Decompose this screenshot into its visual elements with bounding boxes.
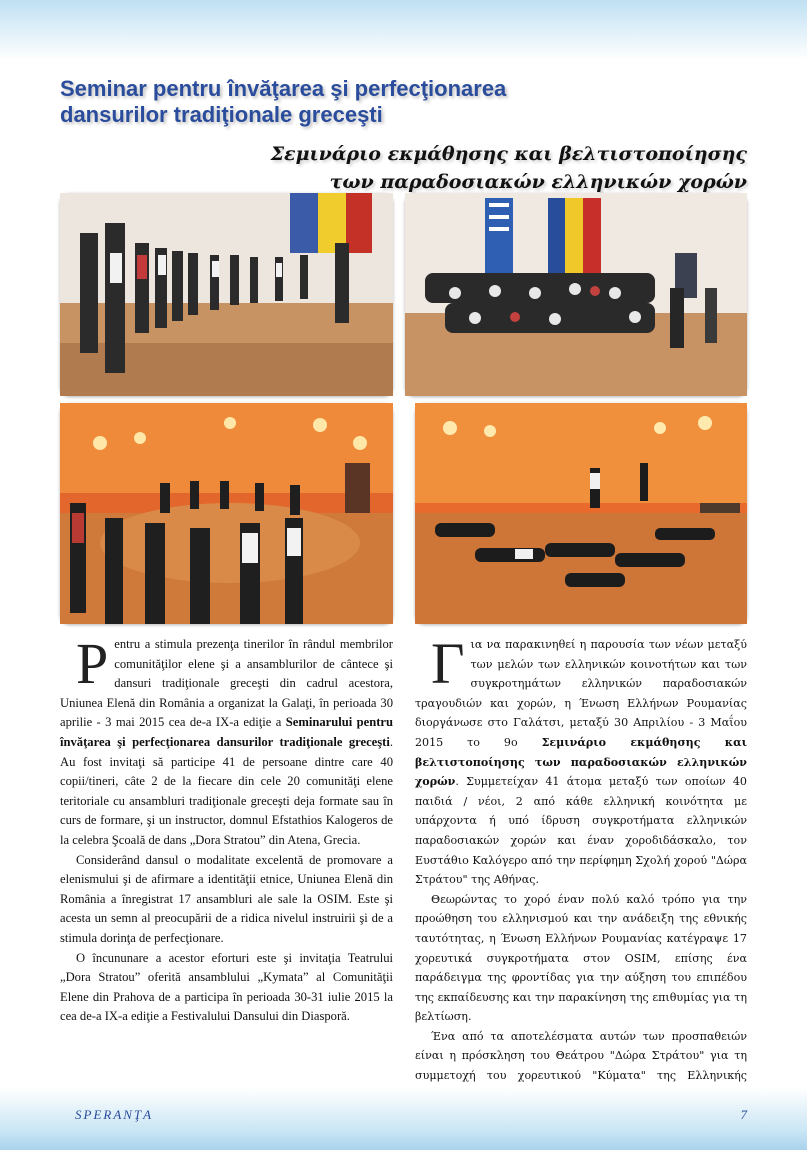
paragraph-gr-2: Θεωρώντας το χορό έναν πολύ καλό τρόπο για την προώθηση του ελληνισμού και την ανάδειξη της εθνικής ταυτότητας, η Ένωση Ελλήνων Ρουμανίας κατέγραψε 17 χορευτικά συγκροτήματα στον OSIM, επίσης ένα παράδειγμα της φροντίδας για την αύξηση του επιπέδου της εκπαίδευσης και την παρακίνηση της επιθυμίας για τη βελτίωση.	[415, 892, 747, 1024]
title-romanian	[60, 76, 620, 128]
paragraph-ro-2: Considerând dansul o modalitate excelentă de promovare a elenismului şi de afirmare a identităţii etnice, Uniunea Elenă din România a înregistrat 17 ansambluri ale sale la OSIM. Este şi acesta un semn al preocupării de a ridica nivelul instruirii şi de a stimula dorinţa de perfecţionare.	[60, 852, 393, 945]
title-ro-line-1: Seminar pentru învăţarea şi perfecţionarea	[60, 76, 507, 101]
paragraph-ro-3: O încununare a acestor eforturi este şi invitaţia Teatrului „Dora Stratou” oferită ansamblului „Kymata” al Comunităţii Elene din Prahova de a participa în perioada 30-31 iulie 2015 la cea de-a IX-a ediţie a Festivalului Dansului din Diasporă.	[60, 950, 393, 1024]
dropcap-gr: Γ	[431, 631, 465, 696]
dropcap-ro: P	[76, 631, 109, 696]
paragraph-gr-3: Ένα από τα αποτελέσματα αυτών των προσπαθειών είναι η πρόσκληση του Θεάτρου "Δώρα Στράτου" για τη συμμετοχή του χορευτικού "Κύματα" της Ελληνικής	[415, 1029, 747, 1083]
paragraph-gr-1: ια να παρακινηθεί η παρουσία των νέων μεταξύ των μελών των ελληνικών κοινοτήτων και των συγκροτημάτων ελληνικών παραδοσιακών τραγουδιών και χορών, η Ένωση Ελλήνων Ρουμανίας διοργάνωσε στο Γαλάτσι, μεταξύ 30 Απριλίου - 3 Μαΐου 2015 το 9ο Σεμινάριο εκμάθησης και βελτιστοποίησης των παραδοσιακών ελληνικών χορών. Συμμετείχαν 41 άτομα μεταξύ των οποίων 40 παιδιά / νέοι, 2 από κάθε ελληνική κοινότητα με υπάρχοντα ή υπό ίδρυση συγκροτήματα ελληνικών παραδοσιακών χορών και έναν χοροδιδάσκαλο, τον Ευστάθιο Καλόγερο από την περίφημη Σχολή χορού "Δώρα Στράτου" της Αθήνας.	[415, 638, 747, 887]
title-gr-line-1: Σεμινάριο εκμάθησης και βελτιστοποίησης	[270, 143, 747, 165]
article-romanian	[60, 631, 393, 1095]
title-ro-line-2: dansurilor tradiţionale greceşti	[60, 102, 383, 127]
page-number: 7	[740, 1107, 747, 1122]
top-gradient-band	[0, 0, 807, 60]
paragraph-ro-1: entru a stimula prezenţa tinerilor în rândul membrilor comunităţilor elene şi a ansamblurilor de cântece şi dansuri tradiţionale greceşti din cadrul acestora, Uniunea Elenă din România a organizat la Galaţi, în perioada 30 aprilie - 3 mai 2015 cea de-a IX-a ediţie a Seminarului pentru învăţarea şi perfecţionarea dansurilor tradiţionale greceşti. Au fost invitaţi să participe 41 de persoane dintre care 40 copii/tineri, câte 2 de la fiecare din cele 20 comunităţi elene teritoriale cu ansambluri tradiţionale greceşti deja formate sau în curs de formare, şi un instructor, domnul Efstathios Kalogeros de la celebra Şcoală de dans „Dora Stratou” din Atena, Grecia.	[60, 637, 393, 847]
photo-dancers-line	[60, 193, 393, 396]
photo-circle-dance	[60, 403, 393, 624]
article-greek	[415, 631, 747, 1095]
title-greek	[227, 140, 747, 196]
title-gr-line-2: των παραδοσιακών ελληνικών χορών	[329, 171, 747, 193]
photo-pushup-exercise	[415, 403, 747, 624]
publication-name: SPERANŢA	[75, 1107, 154, 1122]
photo-group-flags	[405, 193, 747, 396]
